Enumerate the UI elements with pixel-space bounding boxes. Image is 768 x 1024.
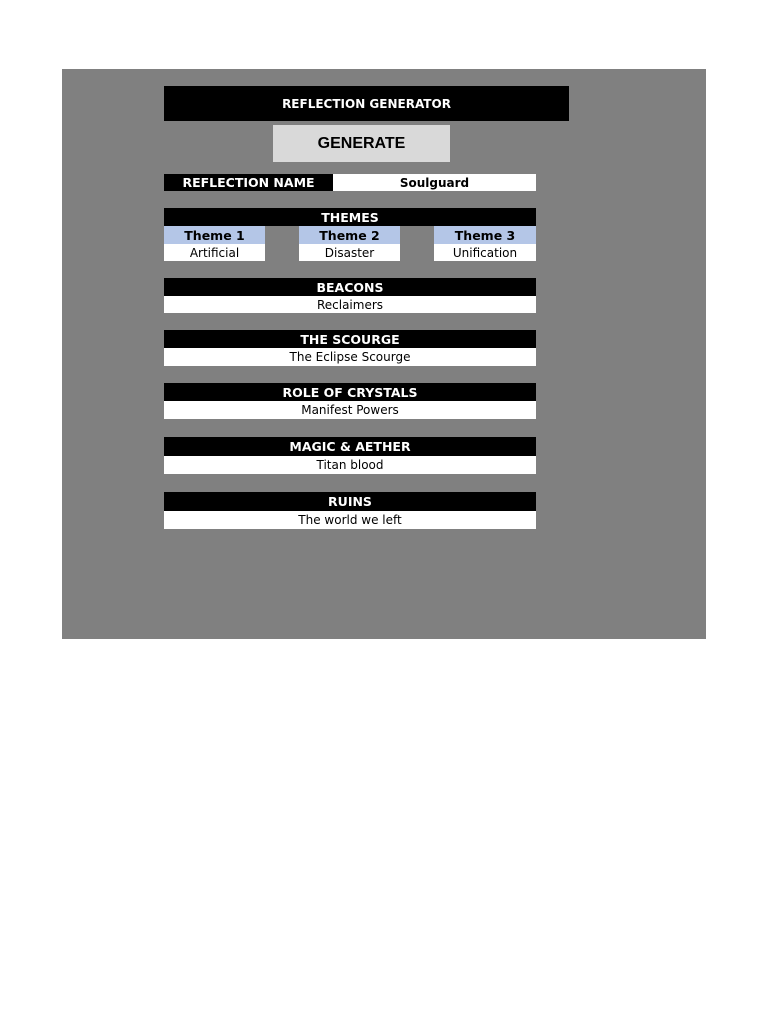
themes-header: THEMES [164, 208, 536, 226]
beacons-header: BEACONS [164, 278, 536, 296]
magic-aether-header: MAGIC & AETHER [164, 437, 536, 456]
theme-2-value[interactable]: Disaster [299, 244, 400, 261]
theme-3-label: Theme 3 [434, 226, 536, 244]
theme-1-value[interactable]: Artificial [164, 244, 265, 261]
theme-1-label: Theme 1 [164, 226, 265, 244]
beacons-value[interactable]: Reclaimers [164, 296, 536, 313]
crystals-header: ROLE OF CRYSTALS [164, 383, 536, 401]
crystals-value[interactable]: Manifest Powers [164, 401, 536, 419]
theme-3-value[interactable]: Unification [434, 244, 536, 261]
generate-button[interactable]: GENERATE [273, 125, 450, 162]
theme-2-label: Theme 2 [299, 226, 400, 244]
reflection-name-value[interactable]: Soulguard [333, 174, 536, 191]
magic-aether-value[interactable]: Titan blood [164, 456, 536, 474]
generator-title: REFLECTION GENERATOR [164, 86, 569, 121]
ruins-value[interactable]: The world we left [164, 511, 536, 529]
ruins-header: RUINS [164, 492, 536, 511]
scourge-header: THE SCOURGE [164, 330, 536, 348]
scourge-value[interactable]: The Eclipse Scourge [164, 348, 536, 366]
reflection-name-label: REFLECTION NAME [164, 174, 333, 191]
